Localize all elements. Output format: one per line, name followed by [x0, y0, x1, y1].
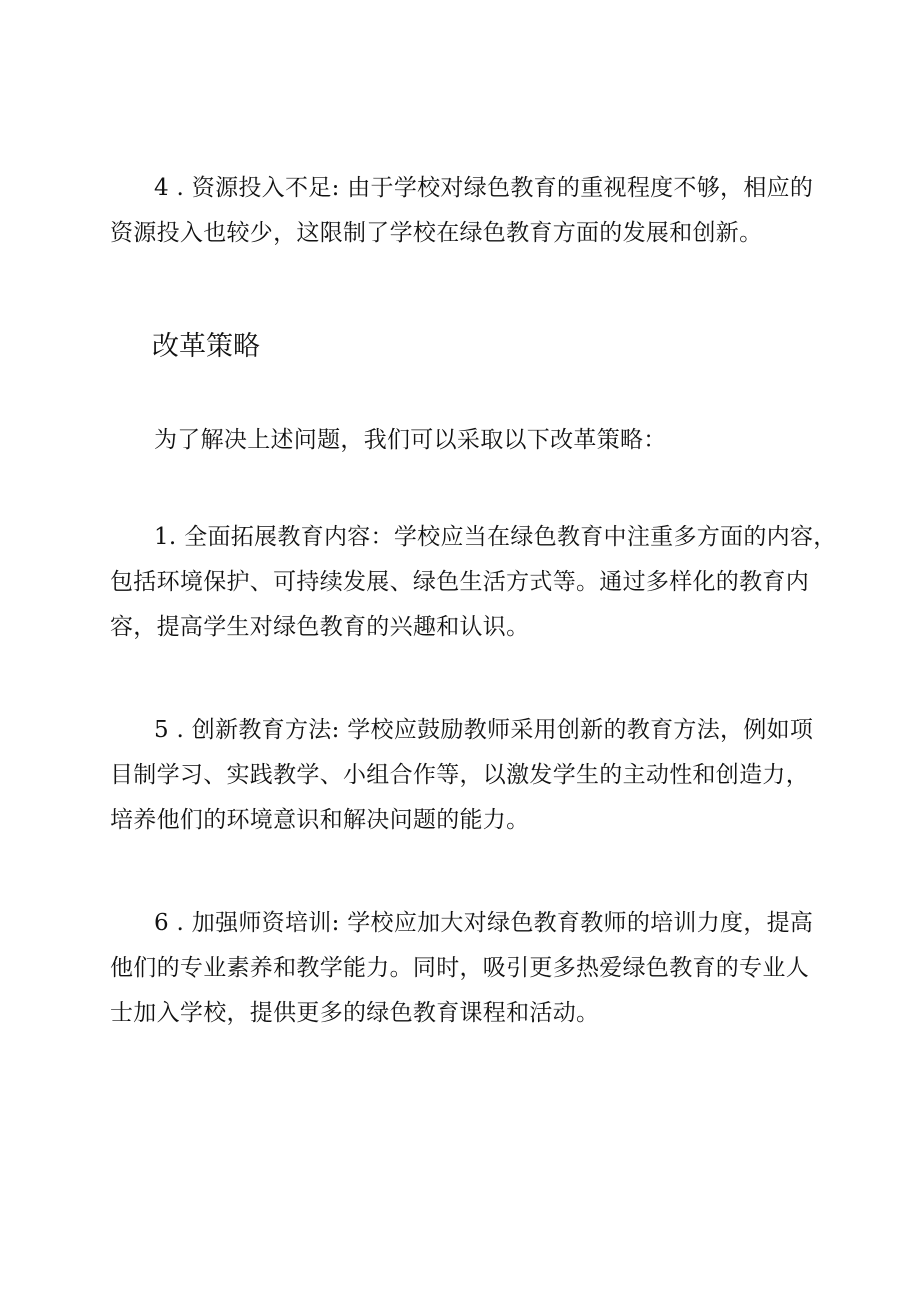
- strategy-item-content: [110, 515, 837, 650]
- paragraph-line: 士加入学校，提供更多的绿色教育课程和活动。: [110, 1000, 600, 1026]
- paragraph-line: 包括环境保护、可持续发展、绿色生活方式等。通过多样化的教育内: [110, 569, 809, 595]
- strategy-item-training: [110, 901, 815, 1036]
- strategy-item-methods: [110, 708, 815, 843]
- paragraph-line: 6 . 加强师资培训: 学校应加大对绿色教育教师的培训力度，提高: [154, 910, 814, 936]
- paragraph-line: 目制学习、实践教学、小组合作等，以激发学生的主动性和创造力，: [110, 762, 809, 788]
- paragraph-line: 资源投入也较少，这限制了学校在绿色教育方面的发展和创新。: [110, 220, 763, 246]
- paragraph-line: 容，提高学生对绿色教育的兴趣和认识。: [110, 614, 530, 640]
- paragraph-line: 为了解决上述问题，我们可以采取以下改革策略：: [154, 427, 667, 453]
- paragraph-line: 5 . 创新教育方法: 学校应鼓励教师采用创新的教育方法，例如项: [154, 717, 814, 743]
- paragraph-line: 4 . 资源投入不足: 由于学校对绿色教育的重视程度不够，相应的: [154, 175, 814, 201]
- section-heading: 改革策略: [152, 331, 260, 362]
- paragraph-line: 1. 全面拓展教育内容：学校应当在绿色教育中注重多方面的内容，: [154, 524, 837, 550]
- paragraph-line: 培养他们的环境意识和解决问题的能力。: [110, 807, 530, 833]
- paragraph-line: 他们的专业素养和教学能力。同时，吸引更多热爱绿色教育的专业人: [110, 955, 809, 981]
- paragraph-resource-shortage: [110, 166, 815, 256]
- intro-paragraph: [110, 418, 815, 463]
